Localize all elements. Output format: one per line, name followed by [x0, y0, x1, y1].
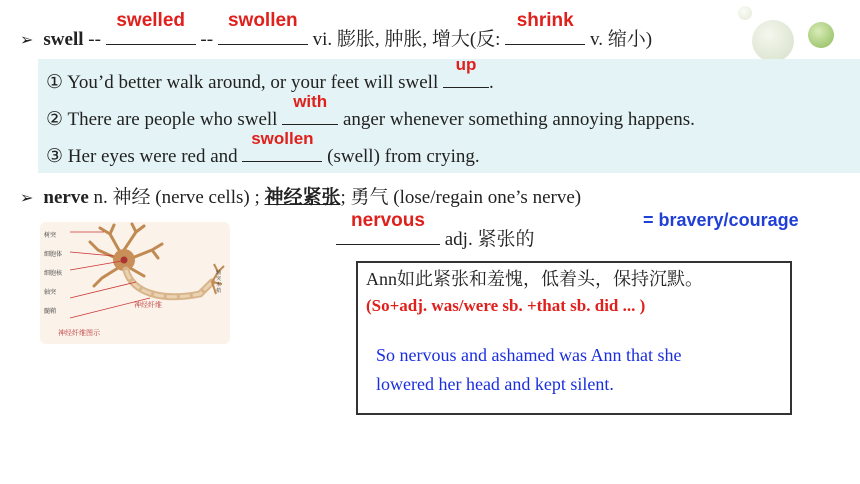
headword-swell: swell [43, 29, 84, 50]
answer-past-participle: swollen [227, 10, 298, 31]
adjective-definition: adj. 紧张的 [444, 229, 535, 250]
blank-past [106, 10, 196, 45]
english-translation [376, 341, 681, 399]
blank-example-1 [443, 55, 489, 88]
diagram-label: 细胞核 [44, 270, 63, 277]
example-text: anger whenever something annoying happens. [342, 109, 695, 130]
answer-adjective: nervous [351, 210, 425, 231]
example-3 [46, 129, 480, 168]
swell-entry [20, 10, 653, 51]
example-1 [46, 55, 494, 94]
answer-example-2: with [293, 92, 328, 111]
example-text: . [488, 72, 494, 93]
nerve-adjective [336, 210, 535, 251]
swell-definition: vi. 膨胀, 肿胀, 增大(反: [312, 29, 501, 50]
neuron-diagram [40, 222, 230, 344]
diagram-label: 细胞体 [44, 251, 63, 258]
blank-antonym [505, 10, 585, 45]
arrow-bullet-icon: ➢ [20, 30, 34, 49]
diagram-terminal-label: 轴突末梢 [216, 270, 222, 294]
diagram-caption: 神经纤维图示 [58, 329, 100, 337]
blank-past-participle [218, 10, 308, 45]
chinese-sentence: Ann如此紧张和羞愧，低着头，保持沉默。 [366, 269, 703, 289]
blank-example-2 [282, 92, 338, 125]
nerve-definition-emphasis: 神经紧张 [264, 187, 341, 208]
separator: -- [195, 29, 218, 50]
example-text: You’d better walk around, or your feet will swell [67, 72, 439, 93]
nerve-entry [20, 182, 581, 209]
blank-example-3 [242, 129, 322, 162]
decoration-ball-small [808, 22, 834, 48]
blank-adjective [336, 210, 440, 245]
headword-nerve: nerve [43, 187, 89, 208]
example-text: (swell) from crying. [327, 146, 480, 167]
arrow-bullet-icon: ➢ [20, 188, 34, 207]
diagram-label: 树突 [44, 232, 57, 239]
answer-antonym: shrink [516, 10, 574, 31]
example-text: Her eyes were red and [67, 146, 238, 167]
sentence-box [356, 261, 792, 415]
antonym-pos: v. 缩小) [589, 29, 653, 50]
answer-past: swelled [116, 10, 185, 31]
example-box [38, 55, 860, 173]
diagram-label: 髓鞘 [44, 308, 57, 315]
example-number: ③ [46, 146, 64, 167]
decoration-ball-tiny [738, 6, 752, 20]
separator: -- [83, 29, 106, 50]
example-number: ② [46, 109, 64, 130]
answer-example-3: swollen [251, 129, 314, 148]
diagram-labels [44, 226, 62, 321]
translation-line: lowered her head and kept silent. [376, 374, 614, 394]
diagram-fiber-label: 神经纤维 [134, 301, 162, 309]
nerve-definition: ; 勇气 (lose/regain one’s nerve) [340, 187, 582, 208]
translation-line: So nervous and ashamed was Ann that she [376, 345, 682, 365]
sentence-pattern: (So+adj. was/were sb. +that sb. did ... ) [366, 296, 646, 315]
neuron-illustration [40, 222, 230, 344]
example-number: ① [46, 72, 64, 93]
synonym-note: = bravery/courage [643, 210, 799, 230]
nerve-definition: n. 神经 (nerve cells) ; [93, 187, 260, 208]
diagram-label: 轴突 [44, 289, 57, 296]
example-text: There are people who swell [67, 109, 278, 130]
answer-example-1: up [455, 55, 477, 74]
example-2 [46, 92, 695, 131]
decoration-ball-large [752, 20, 794, 62]
